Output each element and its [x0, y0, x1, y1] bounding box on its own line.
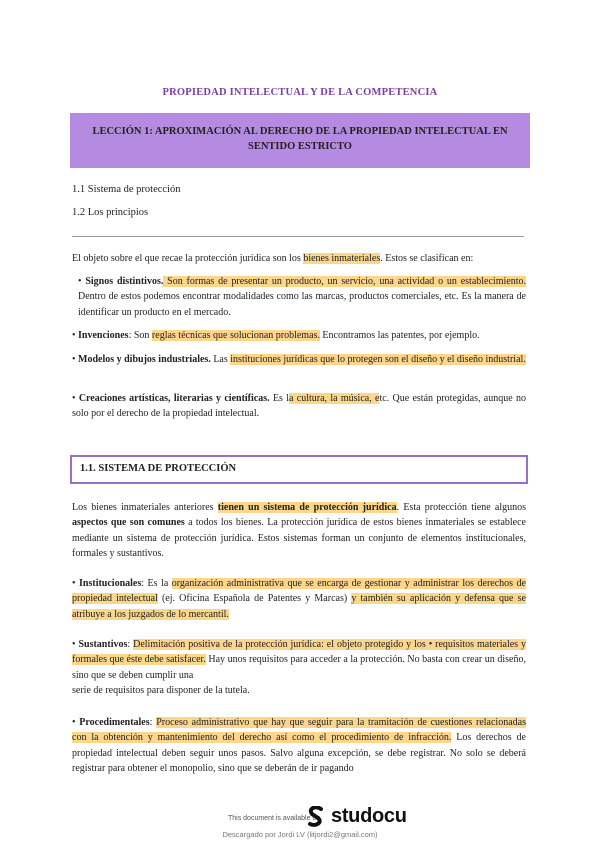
- intro-text: El objeto sobre el que recae la protección jurídica son los: [72, 253, 304, 264]
- divider: [72, 236, 524, 237]
- bienes-text-2: . Esta protección tiene algunos: [396, 502, 526, 513]
- creaciones-highlight: a cultura, la música, e: [289, 393, 380, 404]
- bienes-paragraph: [72, 500, 526, 562]
- invenciones-text: : Son: [128, 330, 152, 341]
- modelos-highlight: instituciones jurídicas que lo protegen son el diseño y el diseño industrial.: [230, 354, 526, 365]
- creaciones-paragraph: • Creaciones artísticas, literarias y científicas. Es la cultura, la música, etc. Que están protegidas, aunque no solo por el derecho de la propiedad intelectual.: [72, 393, 526, 420]
- sustantivos-highlight: Delimitación positiva de la protección jurídica: el objeto protegido y los • requisitos materiales y formales que éste debe satisfacer.: [72, 639, 527, 666]
- invenciones-paragraph: • Invenciones: Son reglas técnicas que solucionan problemas. Encontramos las patentes, por ejemplo.: [72, 330, 480, 341]
- sustantivos-continuation: serie de requisitos para disponer de la tutela.: [72, 685, 250, 696]
- creaciones-text: Es l: [269, 393, 290, 404]
- procedimentales-highlight: Proceso administrativo que hay que seguir para la tramitación de cuestiones relacionadas con la obtención y mantenimiento del derecho así como el procedimiento de infracción.: [72, 717, 526, 744]
- procedimentales-paragraph: • Procedimentales: Proceso administrativo que hay que seguir para la tramitación de cuestiones relacionadas con la obtención y mantenimiento del derecho así como el procedimiento de infracción. Los derechos de propiedad intelectual deben seguir unos pasos. Salvo alguna excepción, se debe registrar. No solo se deberá registrar para obtener el monopolio, sino que se deberán de ir pagando: [72, 717, 526, 775]
- toc-item-1[interactable]: 1.1 Sistema de protección: [72, 184, 181, 195]
- institucionales-highlight-2: y también su aplicación y defensa que se atribuye a los juzgados de lo mercantil.: [72, 593, 526, 620]
- procedimentales-text: :: [149, 717, 157, 728]
- institucionales-highlight-1: organización administrativa que se encarga de gestionar y administrar los derechos de propiedad intelectual: [72, 578, 526, 605]
- modelos-text: Las: [210, 354, 231, 365]
- sustantivos-bold: Sustantivos: [78, 639, 128, 650]
- available-on-text: This document is available on: [228, 815, 321, 822]
- signos-paragraph: • Signos distintivos. Son formas de presentar un producto, un servicio, una actividad o un establecimiento. Dentro de estos podemos encontrar modalidades como las marcas, productos comerciales, etc. Es la manera de identificar un producto en el mercado.: [78, 276, 526, 318]
- bienes-text: Los bienes inmateriales anteriores: [72, 502, 218, 513]
- modelos-paragraph: • Modelos y dibujos industriales. Las instituciones jurídicas que lo protegen son el diseño y el diseño industrial.: [72, 354, 526, 365]
- signos-bold: Signos distintivos.: [85, 276, 164, 287]
- procedimentales-text-2: Los derechos de propiedad intelectual deben seguir unos pasos. Salvo alguna excepción, se debe registrar. No solo se deberá registrar para obtener el monopolio, sino que se deberán de ir pagando: [72, 732, 526, 775]
- intro-text-end: . Estos se clasifican en:: [380, 253, 474, 264]
- sustantivos-paragraph: • Sustantivos: Delimitación positiva de la protección jurídica: el objeto protegido y los • requisitos materiales y formales que éste debe satisfacer. Hay unos requisitos para acceder a la protección. No basta con crear un diseño, sino que se deben cumplir una: [72, 639, 527, 681]
- studocu-brand[interactable]: [306, 805, 407, 828]
- creaciones-text-end: tc. Que están protegidas, aunque no solo por el derecho de la propiedad intelectual.: [72, 393, 526, 420]
- intro-highlight: bienes inmateriales: [303, 253, 381, 264]
- studocu-logo-icon: [306, 806, 326, 828]
- studocu-wordmark: studocu: [331, 805, 407, 827]
- creaciones-bold: Creaciones artísticas, literarias y científicas.: [78, 393, 270, 404]
- document-title: PROPIEDAD INTELECTUAL Y DE LA COMPETENCIA: [162, 87, 438, 98]
- bienes-highlight: tienen un sistema de protección jurídica: [217, 502, 397, 513]
- toc-item-2[interactable]: 1.2 Los principios: [72, 207, 149, 218]
- download-info: Descargado por Jordi LV (litjordi2@gmail.com): [222, 830, 378, 839]
- bienes-bold: aspectos que son comunes: [72, 517, 185, 529]
- institucionales-text-2: (ej. Oficina Española de Patentes y Marcas): [157, 593, 352, 605]
- invenciones-bold: Invenciones: [78, 330, 129, 341]
- procedimentales-bold: Procedimentales: [79, 717, 150, 728]
- signos-highlight: Son formas de presentar un producto, un servicio, una actividad o un establecimiento.: [163, 276, 526, 287]
- signos-text: Dentro de estos podemos encontrar modalidades como las marcas, productos comerciales, etc. Es la manera de identificar un producto en el mercado.: [78, 291, 526, 318]
- institucionales-paragraph: • Institucionales: Es la organización administrativa que se encarga de gestionar y administrar los derechos de propiedad intelectual (ej. Oficina Española de Patentes y Marcas) y también su aplicación y defensa que se atribuye a los juzgados de lo mercantil.: [72, 578, 526, 620]
- sustantivos-text-2: Hay unos requisitos para acceder a la protección. No basta con crear un diseño, sino que se deben cumplir una: [72, 654, 526, 681]
- sustantivos-text: :: [127, 639, 134, 650]
- intro-paragraph: [72, 251, 526, 266]
- invenciones-highlight: reglas técnicas que solucionan problemas.: [151, 330, 320, 341]
- bienes-text-3: a todos los bienes. La protección jurídica de estos bienes inmateriales se establece mediante un sistema de protección jurídica. Estos sistemas forman un conjunto de elementos institucionales, formales y sustantivos.: [72, 517, 526, 560]
- lesson-title-box: LECCIÓN 1: APROXIMACIÓN AL DERECHO DE LA PROPIEDAD INTELECTUAL EN SENTIDO ESTRICTO: [70, 113, 530, 168]
- modelos-bold: Modelos y dibujos industriales.: [78, 354, 211, 365]
- section-heading: 1.1. SISTEMA DE PROTECCIÓN: [80, 463, 237, 474]
- section-heading-box: [70, 455, 528, 484]
- institucionales-bold: Institucionales: [79, 578, 142, 589]
- institucionales-text: : Es la: [141, 578, 172, 589]
- invenciones-text-end: Encontramos las patentes, por ejemplo.: [319, 330, 480, 341]
